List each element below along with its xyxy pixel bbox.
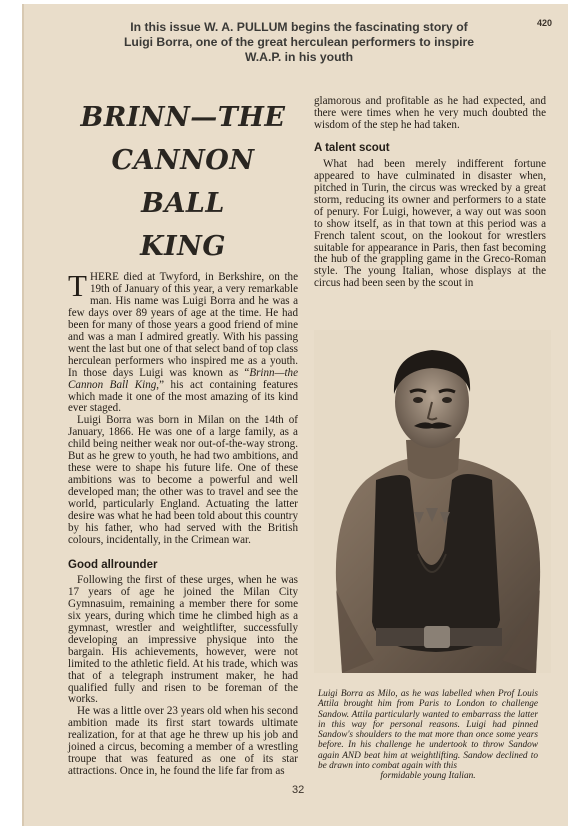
title-line: CANNON BALL (111, 145, 255, 219)
right-column (314, 96, 546, 290)
article-title (68, 96, 298, 268)
subheading-good-allrounder: Good allrounder (68, 558, 158, 571)
subheading-talent-scout: A talent scout (314, 141, 390, 154)
paragraph-text: HERE died at Twyford, in Berkshire, on the 19th of January of this year, a very remarkable man. His name was Luigi Borra and he was a few days over 89 years of age at the time. He had been for many of those years a good friend of mine and was a man I admired greatly. With his passing went the last but one of that select band of top class herculean performers who inspired me as a youth. In those days Luigi was known as “ (68, 271, 298, 379)
paragraph-opening (68, 268, 298, 415)
paragraph-text: ,” his act containing features which made it one of the most amazing of its kind ever staged. (68, 378, 298, 415)
photo-caption (318, 689, 538, 782)
title-line: KING (140, 231, 226, 262)
paragraph: What had been merely indifferent fortune appeared to have culminated in disaster when, pitched in Turin, the circus was wrecked by a great storm, reducing its owner and performers to a state of penury. For Luigi, however, a way out was soon to show itself, as in that town at this period was a French talent scout, on the lookout for wrestlers suitable for appearance in Paris, then fast becoming the hub of the grappling game in the Greco-Roman style. The young Italian, whose displays at the circus had been seen by the scout in (314, 157, 546, 290)
magazine-page (22, 4, 568, 826)
issue-number: 420 (536, 18, 552, 28)
drop-cap: T (68, 268, 87, 303)
portrait-photo (314, 330, 551, 673)
strongman-photo-illustration (314, 330, 551, 673)
header-line: Luigi Borra, one of the great herculean performers to inspire (123, 35, 475, 49)
header-line: In this issue W. A. PULLUM begins the fascinating story of (130, 20, 468, 34)
paragraph: Luigi Borra was born in Milan on the 14th of January, 1866. He was one of a large family, as a child being neither weak nor out-of-the-way strong. But as he grew to youth, he had two ambitions, and these were to shape his future life. One of these ambitions was to become a powerful and well developed man; the other was to travel and see the world, particularly England. Actuating the latter desire was what he had been told about this country by his father, who had served with the British colours, incidentally, in the Crimean war. (68, 414, 298, 546)
header-line: W.A.P. in his youth (244, 50, 354, 64)
paragraph-continued: glamorous and profitable as he had expected, and there were times when he very much doubted the wisdom of the step he had taken. (314, 95, 546, 131)
article-intro-header (64, 20, 534, 65)
page-number: 32 (292, 784, 305, 796)
caption-text: Luigi Borra as Milo, as he was labelled when Prof Louis Attila brought him from Paris to London to challenge Sandow. Attila particularly wanted to embarrass the latter in this way for personal reasons. Luigi had pinned Sandow's shoulders to the mat more than once some years before. In his challenge he undertook to throw Sandow again AND beat him at weightlifting. Sandow declined to be drawn into combat again with this (318, 689, 538, 772)
left-column (68, 96, 298, 778)
paragraph: Following the first of these urges, when he was 17 years of age he joined the Milan City Gymnasuim, remaining a member there for some six years, during which time he climbed high as a gymnast, wrestler and weightlifter, successfully developing an impressive physique into the bargain. His achievements, however, were not limited to the athletic field. At his trade, which was that of a telegraph instrument maker, he had qualified fully and risen to be foreman of the works. (68, 573, 298, 706)
caption-text-end: formidable young Italian. (380, 771, 476, 782)
title-line: BRINN—THE (80, 102, 286, 133)
paragraph: He was a little over 23 years old when his second ambition made its first start towards ultimate realization, for at that age he threw up his job and joined a circus, becoming a member of a wrestling troupe that was featured as one of its star attractions. Once in, he found the life far from as (68, 705, 298, 778)
act-name: Brinn—the Cannon Ball King (68, 366, 298, 391)
